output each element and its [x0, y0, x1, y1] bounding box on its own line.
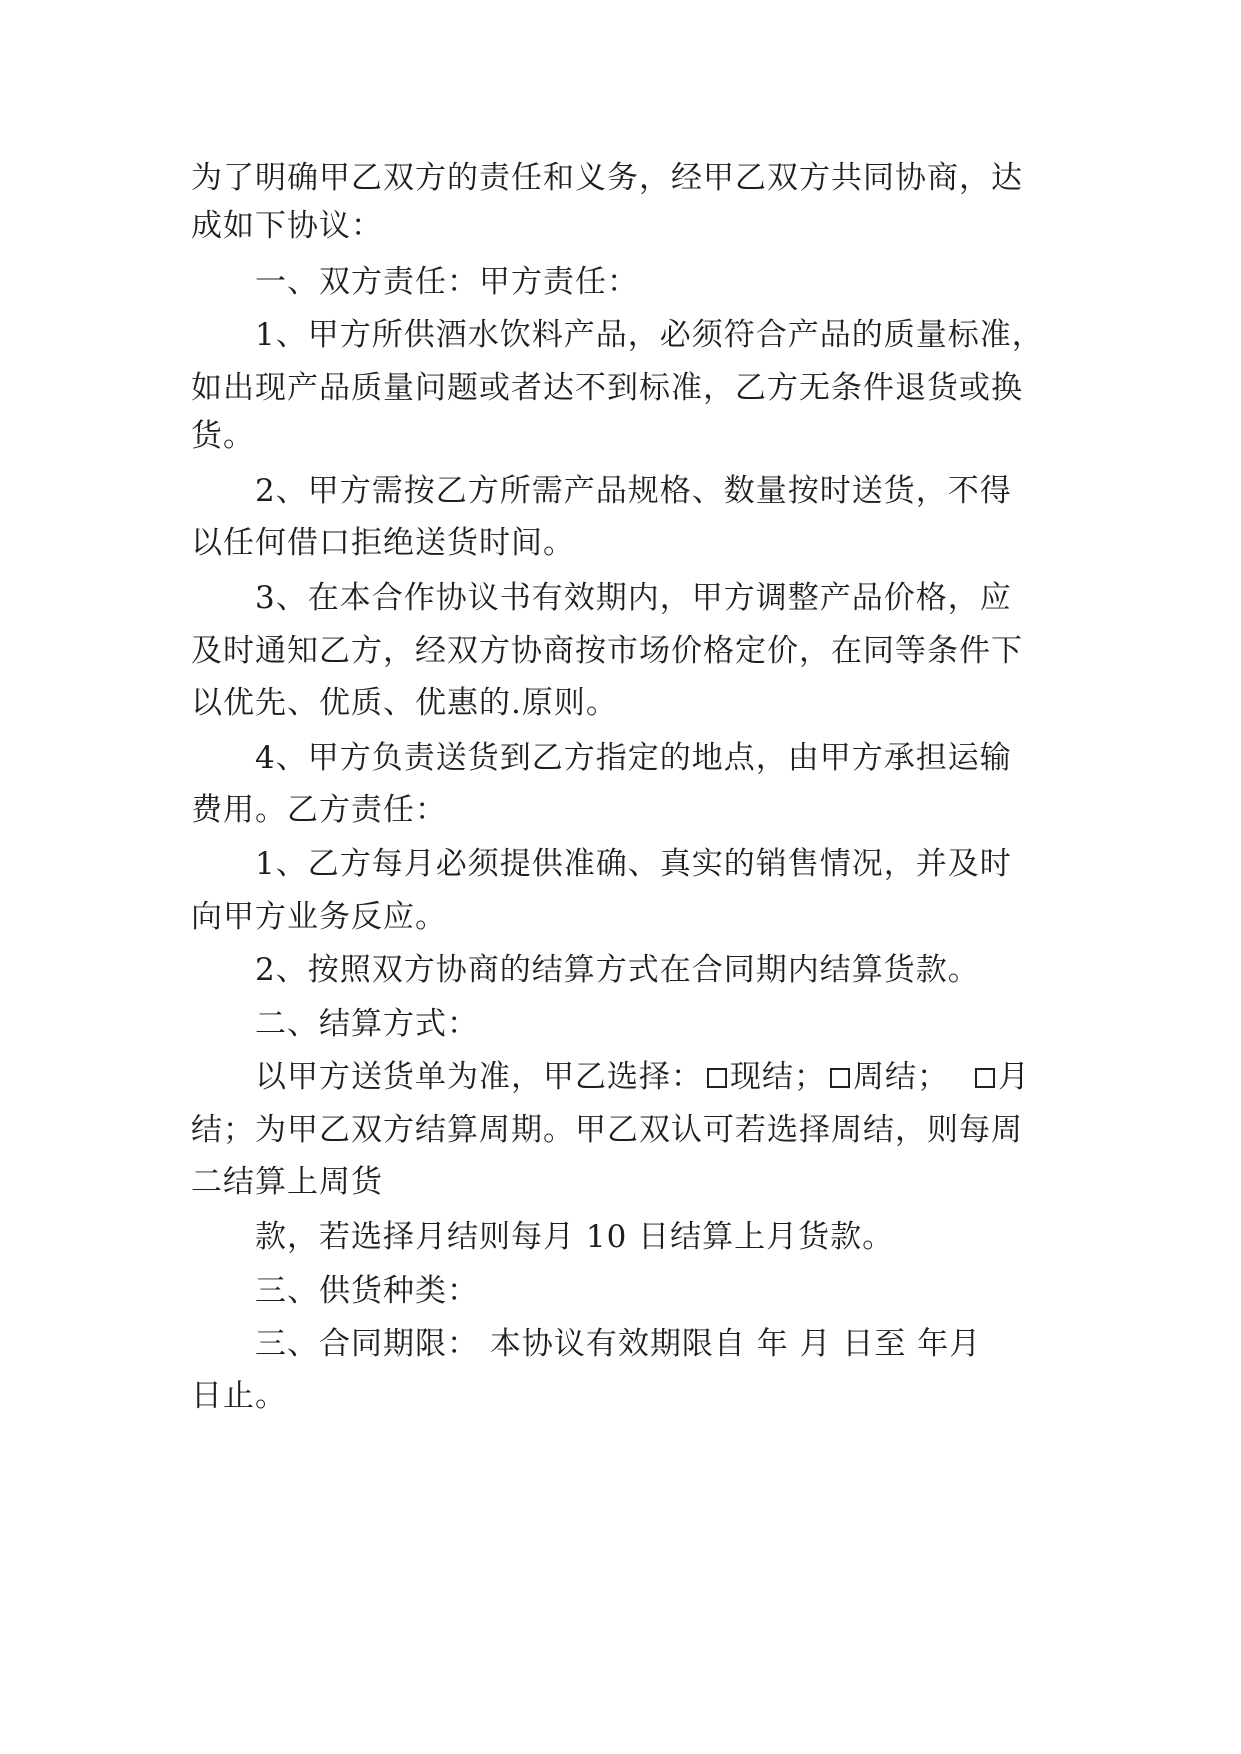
paragraph-line: 以任何借口拒绝送货时间。 [191, 525, 575, 561]
paragraph-line: 2、甲方需按乙方所需产品规格、数量按时送货，不得 [255, 473, 1012, 509]
paragraph-line: 向甲方业务反应。 [191, 899, 447, 935]
paragraph-line: 费用。乙方责任： [191, 792, 447, 828]
paragraph-line: 如出现产品质量问题或者达不到标准，乙方无条件退货或换 [191, 370, 1023, 406]
paragraph-line: 4、甲方负责送货到乙方指定的地点，由甲方承担运输 [255, 740, 1012, 776]
checkbox-icon[interactable] [975, 1068, 995, 1088]
paragraph-line: 结；为甲乙双方结算周期。甲乙双认可若选择周结，则每周 [191, 1112, 1023, 1148]
paragraph-line: 1、甲方所供酒水饮料产品，必须符合产品的质量标准， [255, 317, 1044, 353]
paragraph-line: 及时通知乙方，经双方协商按市场价格定价，在同等条件下 [191, 633, 1023, 669]
paragraph-line: 以优先、优质、优惠的.原则。 [191, 685, 618, 721]
settlement-prefix: 以甲方送货单为准，甲乙选择： [255, 1059, 703, 1095]
paragraph-line: 日止。 [191, 1378, 287, 1414]
paragraph-line: 货。 [191, 418, 255, 454]
paragraph-line: 为了明确甲乙双方的责任和义务，经甲乙双方共同协商，达 [191, 160, 1023, 196]
settlement-option-weekly: 周结； [853, 1059, 949, 1095]
paragraph-line: 成如下协议： [191, 208, 383, 244]
section-heading: 一、双方责任：甲方责任： [255, 264, 639, 300]
checkbox-icon[interactable] [707, 1068, 727, 1088]
paragraph-line: 3、在本合作协议书有效期内，甲方调整产品价格，应 [255, 580, 1012, 616]
paragraph-line: 2、按照双方协商的结算方式在合同期内结算货款。 [255, 952, 980, 988]
paragraph-line: 款，若选择月结则每月 10 日结算上月货款。 [255, 1219, 895, 1255]
checkbox-icon[interactable] [830, 1068, 850, 1088]
section-heading: 三、供货种类： [255, 1273, 479, 1309]
paragraph-line: 1、乙方每月必须提供准确、真实的销售情况，并及时 [255, 846, 1012, 882]
section-heading: 三、合同期限： 本协议有效期限自 年 月 日至 年月 [255, 1326, 982, 1362]
settlement-option-monthly: 月 [998, 1059, 1030, 1095]
section-heading: 二、结算方式： [255, 1006, 479, 1042]
settlement-options-line [255, 1057, 1030, 1097]
settlement-option-cash: 现结； [730, 1059, 826, 1095]
paragraph-line: 二结算上周货 [191, 1164, 383, 1200]
